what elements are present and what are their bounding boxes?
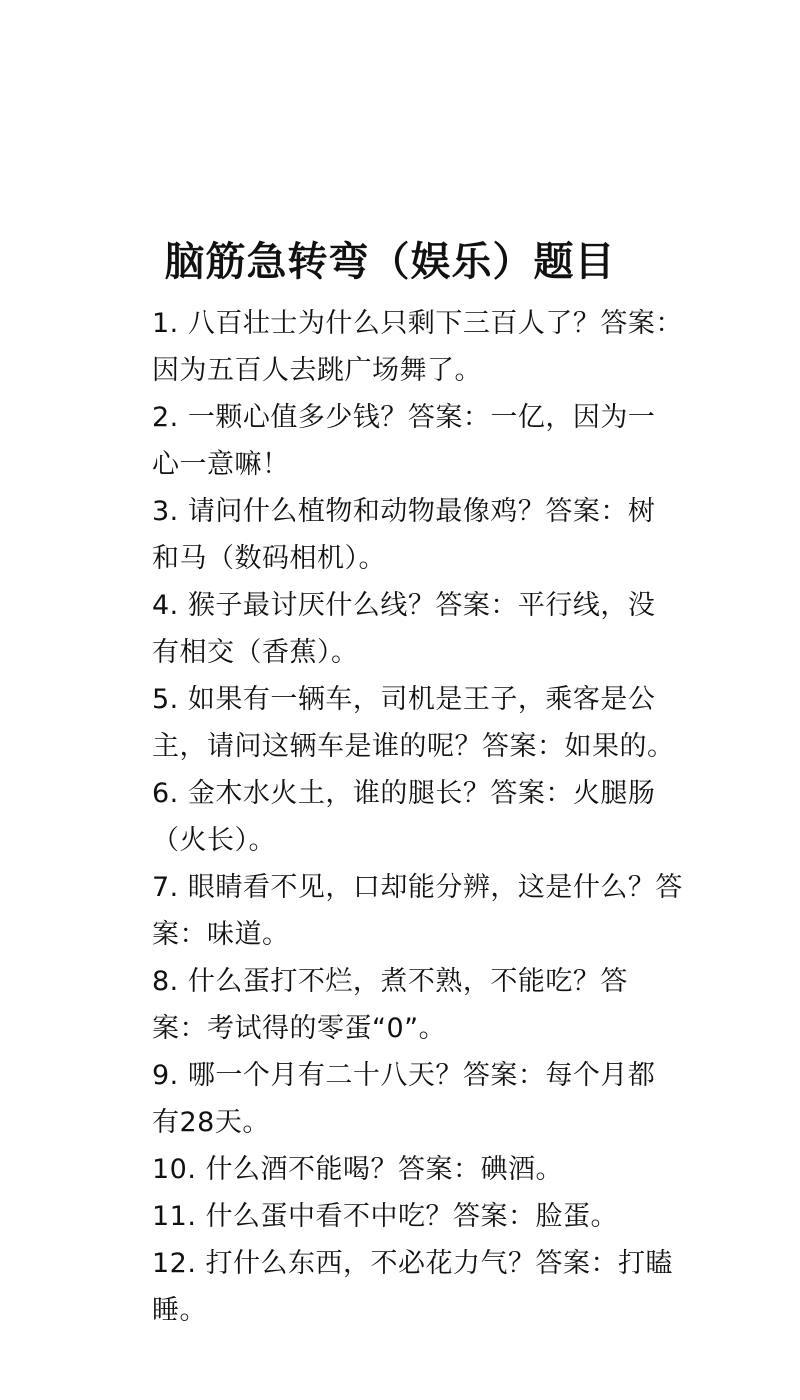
qa-line: 2. 一颗心值多少钱？答案：一亿，因为一: [152, 402, 656, 433]
qa-line: 6. 金木水火土，谁的腿长？答案：火腿肠: [152, 778, 656, 809]
qa-item-2: [152, 394, 656, 488]
qa-item-8: [152, 958, 652, 1052]
qa-line: 12. 打什么东西，不必花力气？答案：打瞌: [152, 1248, 674, 1279]
qa-line: 心一意嘛！: [152, 449, 290, 480]
qa-line: 11. 什么蛋中看不中吃？答案：脸蛋。: [152, 1201, 619, 1232]
qa-item-6: [152, 770, 656, 864]
qa-line: 案：味道。: [152, 919, 290, 950]
qa-line: 主，请问这辆车是谁的呢？答案：如果的。: [152, 731, 675, 762]
qa-item-4: [152, 582, 656, 676]
qa-line: （火长）。: [152, 825, 276, 856]
qa-line: 案：考试得的零蛋“0”。: [152, 1013, 447, 1044]
document-title: 脑筋急转弯（娱乐）题目: [164, 239, 616, 285]
qa-line: 睡。: [152, 1295, 207, 1326]
qa-line: 5. 如果有一辆车，司机是王子，乘客是公: [152, 684, 656, 715]
qa-line: 和马（数码相机）。: [152, 543, 386, 574]
qa-line: 因为五百人去跳广场舞了。: [152, 355, 482, 386]
qa-line: 8. 什么蛋打不烂，煮不熟，不能吃？答: [152, 966, 628, 997]
qa-line: 1. 八百壮士为什么只剩下三百人了？答案：: [152, 308, 683, 339]
qa-line: 10. 什么酒不能喝？答案：碘酒。: [152, 1154, 564, 1185]
qa-line: 7. 眼睛看不见，口却能分辨，这是什么？答: [152, 872, 683, 903]
qa-item-10: [152, 1146, 652, 1193]
qa-item-1: [152, 300, 683, 394]
qa-line: 有28天。: [152, 1107, 270, 1138]
qa-item-5: [152, 676, 675, 770]
qa-item-11: [152, 1193, 652, 1240]
qa-list: [152, 300, 683, 1334]
qa-item-9: [152, 1052, 656, 1146]
qa-line: 4. 猴子最讨厌什么线？答案：平行线，没: [152, 590, 656, 621]
qa-line: 3. 请问什么植物和动物最像鸡？答案：树: [152, 496, 656, 527]
qa-item-3: [152, 488, 656, 582]
qa-line: 9. 哪一个月有二十八天？答案：每个月都: [152, 1060, 656, 1091]
qa-item-7: [152, 864, 683, 958]
qa-line: 有相交（香蕉）。: [152, 637, 359, 668]
qa-item-12: [152, 1240, 674, 1334]
